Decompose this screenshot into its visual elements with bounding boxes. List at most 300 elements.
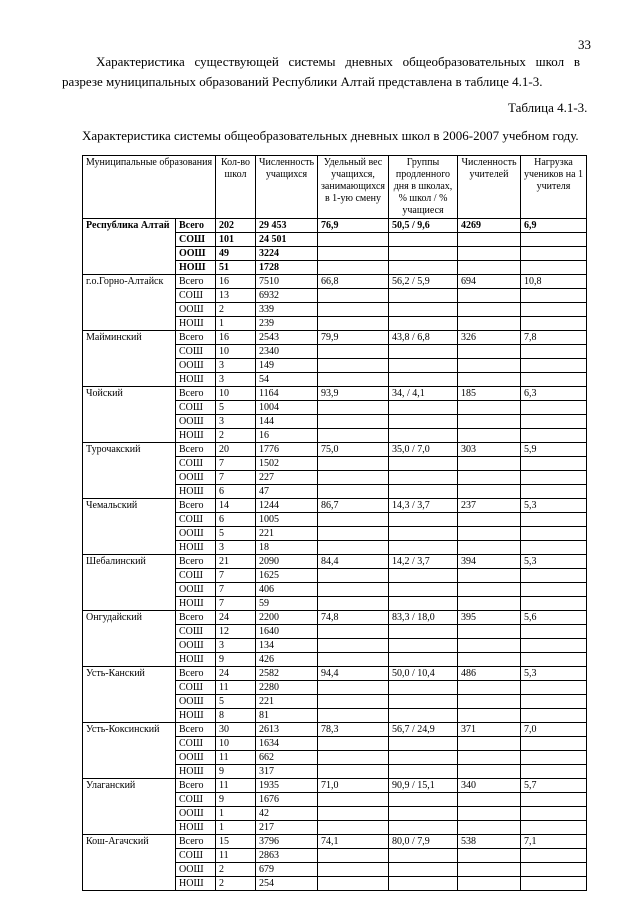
school-type: НОШ bbox=[176, 653, 216, 667]
share-value: 93,9 bbox=[318, 387, 389, 401]
teachers-value bbox=[458, 821, 521, 835]
students-count: 1676 bbox=[256, 793, 318, 807]
students-count: 317 bbox=[256, 765, 318, 779]
load-value bbox=[521, 359, 587, 373]
school-type: Всего bbox=[176, 499, 216, 513]
share-value bbox=[318, 569, 389, 583]
students-count: 16 bbox=[256, 429, 318, 443]
groups-value bbox=[389, 261, 458, 275]
students-count: 6932 bbox=[256, 289, 318, 303]
schools-count: 9 bbox=[216, 765, 256, 779]
region-group bbox=[83, 387, 587, 443]
schools-count: 10 bbox=[216, 737, 256, 751]
schools-table bbox=[82, 155, 587, 891]
schools-count: 202 bbox=[216, 219, 256, 233]
students-count: 81 bbox=[256, 709, 318, 723]
teachers-value bbox=[458, 849, 521, 863]
region-group bbox=[83, 779, 587, 835]
teachers-value bbox=[458, 597, 521, 611]
students-count: 149 bbox=[256, 359, 318, 373]
students-count: 7510 bbox=[256, 275, 318, 289]
schools-count: 49 bbox=[216, 247, 256, 261]
share-value bbox=[318, 877, 389, 891]
region-name: Усть-Коксинский bbox=[83, 723, 176, 779]
share-value bbox=[318, 527, 389, 541]
teachers-value bbox=[458, 429, 521, 443]
load-value bbox=[521, 247, 587, 261]
students-count: 2543 bbox=[256, 331, 318, 345]
load-value bbox=[521, 233, 587, 247]
students-count: 406 bbox=[256, 583, 318, 597]
teachers-value bbox=[458, 541, 521, 555]
share-value bbox=[318, 765, 389, 779]
share-value bbox=[318, 303, 389, 317]
schools-count: 7 bbox=[216, 471, 256, 485]
groups-value bbox=[389, 737, 458, 751]
schools-count: 5 bbox=[216, 401, 256, 415]
groups-value bbox=[389, 457, 458, 471]
teachers-value: 371 bbox=[458, 723, 521, 737]
share-value bbox=[318, 247, 389, 261]
school-type: НОШ bbox=[176, 485, 216, 499]
groups-value: 50,0 / 10,4 bbox=[389, 667, 458, 681]
intro-line-2: разрезе муниципальных образований Республики Алтай представлена в таблице 4.1-3. bbox=[62, 74, 543, 89]
teachers-value bbox=[458, 583, 521, 597]
load-value bbox=[521, 583, 587, 597]
groups-value bbox=[389, 583, 458, 597]
region-group bbox=[83, 275, 587, 331]
school-type: СОШ bbox=[176, 681, 216, 695]
school-type: Всего bbox=[176, 723, 216, 737]
students-count: 1244 bbox=[256, 499, 318, 513]
header-students: Численность учащихся bbox=[256, 156, 318, 219]
teachers-value: 237 bbox=[458, 499, 521, 513]
students-count: 3796 bbox=[256, 835, 318, 849]
table-row bbox=[83, 331, 587, 345]
schools-count: 3 bbox=[216, 541, 256, 555]
groups-value bbox=[389, 821, 458, 835]
load-value: 5,7 bbox=[521, 779, 587, 793]
header-municipality: Муниципальные образования bbox=[83, 156, 216, 219]
load-value bbox=[521, 849, 587, 863]
region-group bbox=[83, 835, 587, 891]
schools-count: 11 bbox=[216, 779, 256, 793]
share-value bbox=[318, 541, 389, 555]
share-value bbox=[318, 317, 389, 331]
schools-count: 3 bbox=[216, 415, 256, 429]
groups-value bbox=[389, 485, 458, 499]
share-value bbox=[318, 457, 389, 471]
header-schools: Кол-во школ bbox=[216, 156, 256, 219]
teachers-value bbox=[458, 751, 521, 765]
share-value bbox=[318, 695, 389, 709]
students-count: 1776 bbox=[256, 443, 318, 457]
load-value bbox=[521, 765, 587, 779]
table-row bbox=[83, 779, 587, 793]
groups-value bbox=[389, 863, 458, 877]
students-count: 1634 bbox=[256, 737, 318, 751]
school-type: СОШ bbox=[176, 513, 216, 527]
students-count: 54 bbox=[256, 373, 318, 387]
share-value bbox=[318, 415, 389, 429]
teachers-value: 303 bbox=[458, 443, 521, 457]
schools-count: 24 bbox=[216, 667, 256, 681]
region-name: Республика Алтай bbox=[83, 219, 176, 275]
load-value bbox=[521, 345, 587, 359]
schools-count: 1 bbox=[216, 807, 256, 821]
header-share: Удельный вес учащихся, занимающихся в 1-ую смену bbox=[318, 156, 389, 219]
groups-value bbox=[389, 751, 458, 765]
share-value bbox=[318, 261, 389, 275]
schools-count: 24 bbox=[216, 611, 256, 625]
schools-count: 16 bbox=[216, 331, 256, 345]
teachers-value bbox=[458, 261, 521, 275]
school-type: СОШ bbox=[176, 569, 216, 583]
region-name: Усть-Канский bbox=[83, 667, 176, 723]
table-header-row bbox=[83, 156, 587, 219]
school-type: НОШ bbox=[176, 597, 216, 611]
groups-value bbox=[389, 289, 458, 303]
load-value bbox=[521, 709, 587, 723]
school-type: ООШ bbox=[176, 247, 216, 261]
schools-count: 10 bbox=[216, 387, 256, 401]
load-value bbox=[521, 793, 587, 807]
load-value bbox=[521, 751, 587, 765]
share-value: 76,9 bbox=[318, 219, 389, 233]
share-value bbox=[318, 513, 389, 527]
teachers-value bbox=[458, 485, 521, 499]
students-count: 1625 bbox=[256, 569, 318, 583]
groups-value bbox=[389, 415, 458, 429]
share-value bbox=[318, 597, 389, 611]
schools-count: 2 bbox=[216, 877, 256, 891]
groups-value bbox=[389, 541, 458, 555]
schools-count: 9 bbox=[216, 793, 256, 807]
school-type: Всего bbox=[176, 331, 216, 345]
schools-count: 2 bbox=[216, 429, 256, 443]
school-type: НОШ bbox=[176, 373, 216, 387]
school-type: СОШ bbox=[176, 345, 216, 359]
load-value bbox=[521, 373, 587, 387]
groups-value bbox=[389, 695, 458, 709]
load-value bbox=[521, 485, 587, 499]
school-type: Всего bbox=[176, 779, 216, 793]
school-type: НОШ bbox=[176, 541, 216, 555]
load-value bbox=[521, 513, 587, 527]
school-type: Всего bbox=[176, 835, 216, 849]
region-group bbox=[83, 723, 587, 779]
school-type: СОШ bbox=[176, 849, 216, 863]
schools-count: 11 bbox=[216, 849, 256, 863]
groups-value bbox=[389, 359, 458, 373]
share-value bbox=[318, 345, 389, 359]
students-count: 2280 bbox=[256, 681, 318, 695]
teachers-value bbox=[458, 625, 521, 639]
load-value: 6,9 bbox=[521, 219, 587, 233]
school-type: Всего bbox=[176, 667, 216, 681]
school-type: СОШ bbox=[176, 793, 216, 807]
teachers-value bbox=[458, 373, 521, 387]
teachers-value bbox=[458, 317, 521, 331]
groups-value bbox=[389, 429, 458, 443]
students-count: 2582 bbox=[256, 667, 318, 681]
groups-value bbox=[389, 373, 458, 387]
school-type: СОШ bbox=[176, 289, 216, 303]
schools-count: 7 bbox=[216, 583, 256, 597]
load-value: 5,6 bbox=[521, 611, 587, 625]
share-value: 66,8 bbox=[318, 275, 389, 289]
teachers-value bbox=[458, 457, 521, 471]
header-load: Нагрузка учеников на 1 учителя bbox=[521, 156, 587, 219]
school-type: ООШ bbox=[176, 471, 216, 485]
load-value bbox=[521, 863, 587, 877]
teachers-value bbox=[458, 233, 521, 247]
schools-count: 8 bbox=[216, 709, 256, 723]
groups-value bbox=[389, 807, 458, 821]
students-count: 221 bbox=[256, 527, 318, 541]
school-type: НОШ bbox=[176, 709, 216, 723]
load-value bbox=[521, 807, 587, 821]
load-value bbox=[521, 681, 587, 695]
teachers-value bbox=[458, 527, 521, 541]
groups-value bbox=[389, 527, 458, 541]
groups-value bbox=[389, 793, 458, 807]
schools-count: 9 bbox=[216, 653, 256, 667]
share-value: 86,7 bbox=[318, 499, 389, 513]
teachers-value bbox=[458, 709, 521, 723]
school-type: ООШ bbox=[176, 359, 216, 373]
schools-count: 6 bbox=[216, 485, 256, 499]
school-type: СОШ bbox=[176, 625, 216, 639]
schools-count: 5 bbox=[216, 527, 256, 541]
groups-value bbox=[389, 513, 458, 527]
students-count: 662 bbox=[256, 751, 318, 765]
load-value bbox=[521, 401, 587, 415]
share-value bbox=[318, 821, 389, 835]
share-value bbox=[318, 639, 389, 653]
groups-value bbox=[389, 849, 458, 863]
load-value bbox=[521, 597, 587, 611]
share-value bbox=[318, 807, 389, 821]
groups-value bbox=[389, 345, 458, 359]
schools-count: 3 bbox=[216, 373, 256, 387]
students-count: 1164 bbox=[256, 387, 318, 401]
intro-paragraph bbox=[62, 52, 580, 92]
school-type: Всего bbox=[176, 275, 216, 289]
teachers-value bbox=[458, 681, 521, 695]
table-row bbox=[83, 443, 587, 457]
load-value bbox=[521, 457, 587, 471]
students-count: 1004 bbox=[256, 401, 318, 415]
students-count: 426 bbox=[256, 653, 318, 667]
region-group bbox=[83, 499, 587, 555]
students-count: 2200 bbox=[256, 611, 318, 625]
region-name: Онгудайский bbox=[83, 611, 176, 667]
groups-value bbox=[389, 639, 458, 653]
teachers-value bbox=[458, 569, 521, 583]
school-type: НОШ bbox=[176, 429, 216, 443]
teachers-value bbox=[458, 415, 521, 429]
share-value: 84,4 bbox=[318, 555, 389, 569]
groups-value: 56,7 / 24,9 bbox=[389, 723, 458, 737]
load-value: 7,0 bbox=[521, 723, 587, 737]
school-type: Всего bbox=[176, 443, 216, 457]
share-value bbox=[318, 485, 389, 499]
students-count: 29 453 bbox=[256, 219, 318, 233]
groups-value bbox=[389, 709, 458, 723]
groups-value bbox=[389, 317, 458, 331]
load-value bbox=[521, 317, 587, 331]
students-count: 227 bbox=[256, 471, 318, 485]
students-count: 3224 bbox=[256, 247, 318, 261]
groups-value bbox=[389, 877, 458, 891]
teachers-value bbox=[458, 359, 521, 373]
groups-value bbox=[389, 471, 458, 485]
groups-value: 14,3 / 3,7 bbox=[389, 499, 458, 513]
share-value bbox=[318, 849, 389, 863]
table-row bbox=[83, 219, 587, 233]
region-name: г.о.Горно-Алтайск bbox=[83, 275, 176, 331]
school-type: Всего bbox=[176, 387, 216, 401]
table-row bbox=[83, 611, 587, 625]
load-value bbox=[521, 303, 587, 317]
groups-value: 43,8 / 6,8 bbox=[389, 331, 458, 345]
share-value bbox=[318, 863, 389, 877]
share-value bbox=[318, 373, 389, 387]
groups-value: 90,9 / 15,1 bbox=[389, 779, 458, 793]
load-value: 5,3 bbox=[521, 499, 587, 513]
load-value bbox=[521, 527, 587, 541]
teachers-value bbox=[458, 695, 521, 709]
schools-count: 1 bbox=[216, 821, 256, 835]
students-count: 2340 bbox=[256, 345, 318, 359]
teachers-value: 185 bbox=[458, 387, 521, 401]
share-value bbox=[318, 233, 389, 247]
school-type: ООШ bbox=[176, 303, 216, 317]
share-value bbox=[318, 751, 389, 765]
load-value bbox=[521, 415, 587, 429]
school-type: ООШ bbox=[176, 527, 216, 541]
load-value bbox=[521, 695, 587, 709]
students-count: 2090 bbox=[256, 555, 318, 569]
school-type: СОШ bbox=[176, 457, 216, 471]
teachers-value bbox=[458, 863, 521, 877]
students-count: 217 bbox=[256, 821, 318, 835]
groups-value: 56,2 / 5,9 bbox=[389, 275, 458, 289]
students-count: 221 bbox=[256, 695, 318, 709]
teachers-value bbox=[458, 471, 521, 485]
load-value bbox=[521, 653, 587, 667]
students-count: 1935 bbox=[256, 779, 318, 793]
teachers-value bbox=[458, 303, 521, 317]
school-type: СОШ bbox=[176, 737, 216, 751]
school-type: ООШ bbox=[176, 583, 216, 597]
intro-line-1: Характеристика существующей системы дневных общеобразовательных школ в bbox=[96, 54, 580, 69]
groups-value: 14,2 / 3,7 bbox=[389, 555, 458, 569]
load-value bbox=[521, 471, 587, 485]
school-type: Всего bbox=[176, 611, 216, 625]
teachers-value: 340 bbox=[458, 779, 521, 793]
groups-value bbox=[389, 303, 458, 317]
region-group bbox=[83, 611, 587, 667]
students-count: 2863 bbox=[256, 849, 318, 863]
schools-count: 5 bbox=[216, 695, 256, 709]
load-value: 5,3 bbox=[521, 555, 587, 569]
groups-value bbox=[389, 653, 458, 667]
teachers-value bbox=[458, 737, 521, 751]
school-type: ООШ bbox=[176, 415, 216, 429]
students-count: 1728 bbox=[256, 261, 318, 275]
region-group bbox=[83, 219, 587, 275]
teachers-value bbox=[458, 289, 521, 303]
teachers-value: 694 bbox=[458, 275, 521, 289]
table-number-label: Таблица 4.1-3. bbox=[508, 100, 588, 115]
table-row bbox=[83, 387, 587, 401]
teachers-value: 4269 bbox=[458, 219, 521, 233]
schools-count: 15 bbox=[216, 835, 256, 849]
load-value bbox=[521, 639, 587, 653]
load-value bbox=[521, 541, 587, 555]
load-value bbox=[521, 429, 587, 443]
schools-count: 30 bbox=[216, 723, 256, 737]
groups-value: 50,5 / 9,6 bbox=[389, 219, 458, 233]
share-value bbox=[318, 583, 389, 597]
school-type: ООШ bbox=[176, 863, 216, 877]
load-value: 5,9 bbox=[521, 443, 587, 457]
share-value: 78,3 bbox=[318, 723, 389, 737]
page-number: 33 bbox=[578, 37, 591, 52]
share-value bbox=[318, 625, 389, 639]
region-group bbox=[83, 443, 587, 499]
load-value bbox=[521, 625, 587, 639]
teachers-value bbox=[458, 765, 521, 779]
schools-count: 101 bbox=[216, 233, 256, 247]
school-type: СОШ bbox=[176, 233, 216, 247]
teachers-value bbox=[458, 247, 521, 261]
school-type: НОШ bbox=[176, 317, 216, 331]
table-caption: Характеристика системы общеобразовательных дневных школ в 2006-2007 учебном году. bbox=[82, 128, 579, 143]
region-name: Кош-Агачский bbox=[83, 835, 176, 891]
groups-value bbox=[389, 597, 458, 611]
students-count: 1640 bbox=[256, 625, 318, 639]
teachers-value bbox=[458, 639, 521, 653]
teachers-value: 538 bbox=[458, 835, 521, 849]
school-type: НОШ bbox=[176, 765, 216, 779]
load-value bbox=[521, 261, 587, 275]
region-name: Шебалинский bbox=[83, 555, 176, 611]
students-count: 47 bbox=[256, 485, 318, 499]
table-row bbox=[83, 723, 587, 737]
load-value bbox=[521, 877, 587, 891]
region-name: Турочакский bbox=[83, 443, 176, 499]
load-value bbox=[521, 569, 587, 583]
school-type: СОШ bbox=[176, 401, 216, 415]
school-type: НОШ bbox=[176, 821, 216, 835]
schools-count: 21 bbox=[216, 555, 256, 569]
students-count: 254 bbox=[256, 877, 318, 891]
groups-value: 35,0 / 7,0 bbox=[389, 443, 458, 457]
header-groups: Группы продленного дня в школах, % школ / % учащиеся bbox=[389, 156, 458, 219]
groups-value: 34, / 4,1 bbox=[389, 387, 458, 401]
school-type: Всего bbox=[176, 219, 216, 233]
schools-count: 12 bbox=[216, 625, 256, 639]
school-type: ООШ bbox=[176, 807, 216, 821]
share-value bbox=[318, 709, 389, 723]
students-count: 239 bbox=[256, 317, 318, 331]
teachers-value bbox=[458, 345, 521, 359]
students-count: 144 bbox=[256, 415, 318, 429]
schools-count: 7 bbox=[216, 597, 256, 611]
